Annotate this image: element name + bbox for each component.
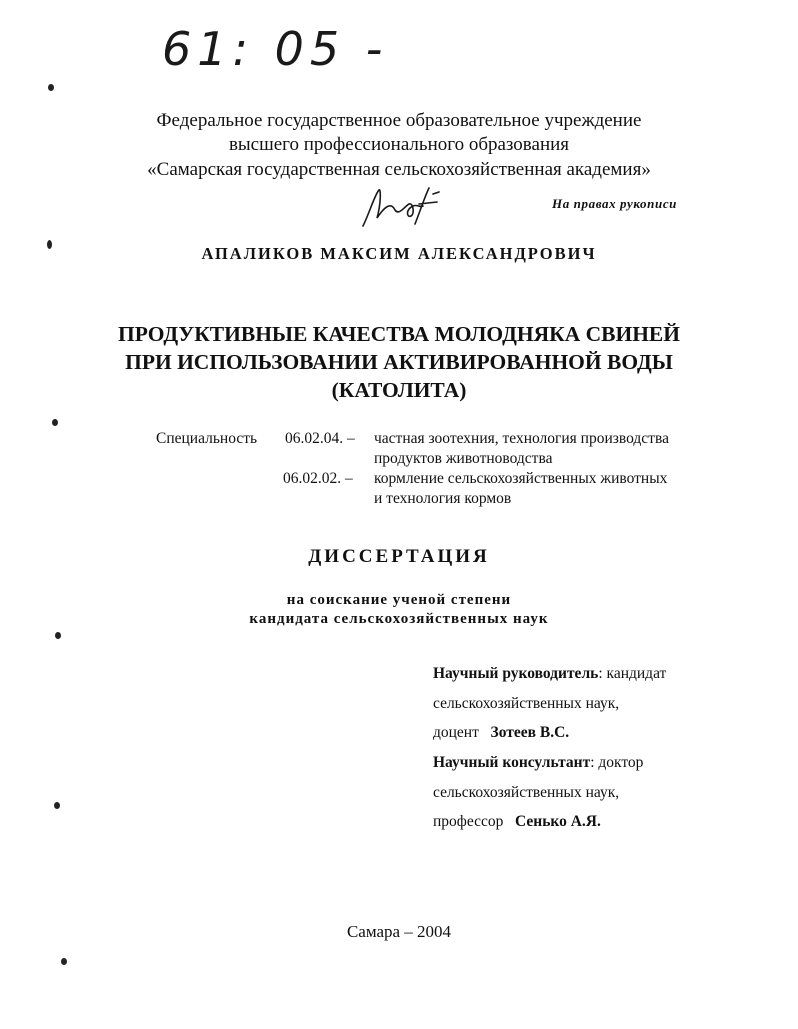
consultant-line-1 [433, 754, 643, 772]
title-line-2: ПРИ ИСПОЛЬЗОВАНИИ АКТИВИРОВАННОЙ ВОДЫ [125, 350, 673, 374]
specialty-text-2-line-2: и технология кормов [374, 490, 512, 507]
signature-icon [355, 184, 445, 232]
consultant-name: Сенько А.Я. [515, 813, 601, 830]
supervisor-line-2: сельскохозяйственных наук, [433, 695, 620, 712]
degree-line-1: на соискание ученой степени [286, 592, 512, 608]
specialty-text-1-line-1: частная зоотехния, технология производства [374, 430, 669, 447]
binding-mark [52, 419, 58, 426]
supervisor-line-3 [433, 724, 569, 742]
manuscript-note: На правах рукописи [552, 196, 678, 211]
supervisor-degree: : кандидат [598, 665, 667, 682]
title-line-1: ПРОДУКТИВНЫЕ КАЧЕСТВА МОЛОДНЯКА СВИНЕЙ [117, 322, 680, 346]
specialty-code-2: 06.02.02. – [283, 470, 353, 487]
binding-mark [61, 958, 67, 965]
specialty-label: Специальность [156, 430, 258, 447]
archive-number: 61: 05 - [162, 22, 389, 76]
binding-mark [54, 802, 60, 809]
binding-mark [47, 240, 52, 249]
institution-line-2: высшего профессионального образования [228, 134, 570, 155]
supervisor-label: Научный руководитель [433, 665, 599, 682]
specialty-text-2-line-1: кормление сельскохозяйственных животных [374, 470, 668, 487]
consultant-line-2: сельскохозяйственных наук, [433, 784, 620, 801]
specialty-code-1: 06.02.04. – [285, 430, 355, 447]
supervisor-name: Зотеев В.С. [490, 724, 570, 741]
dissertation-title [0, 320, 798, 404]
supervisor-line-1 [433, 665, 666, 683]
title-line-3: (КАТОЛИТА) [331, 378, 467, 402]
consultant-line-3 [433, 813, 601, 831]
binding-mark [48, 84, 54, 91]
binding-mark [55, 632, 61, 639]
supervisor-position: доцент [433, 724, 479, 741]
author-name: АПАЛИКОВ МАКСИМ АЛЕКСАНДРОВИЧ [201, 244, 597, 263]
consultant-position: профессор [433, 813, 504, 830]
city-year: Самара – 2004 [346, 922, 452, 941]
institution-line-1: Федеральное государственное образовательное учреждение [156, 110, 642, 131]
consultant-label: Научный консультант [433, 754, 591, 771]
specialty-text-1-line-2: продуктов животноводства [374, 450, 553, 467]
degree-line-2: кандидата сельскохозяйственных наук [249, 611, 549, 627]
document-type: ДИССЕРТАЦИЯ [308, 546, 490, 567]
consultant-degree: : доктор [590, 754, 644, 771]
institution-line-3: «Самарская государственная сельскохозяйственная академия» [147, 159, 651, 180]
